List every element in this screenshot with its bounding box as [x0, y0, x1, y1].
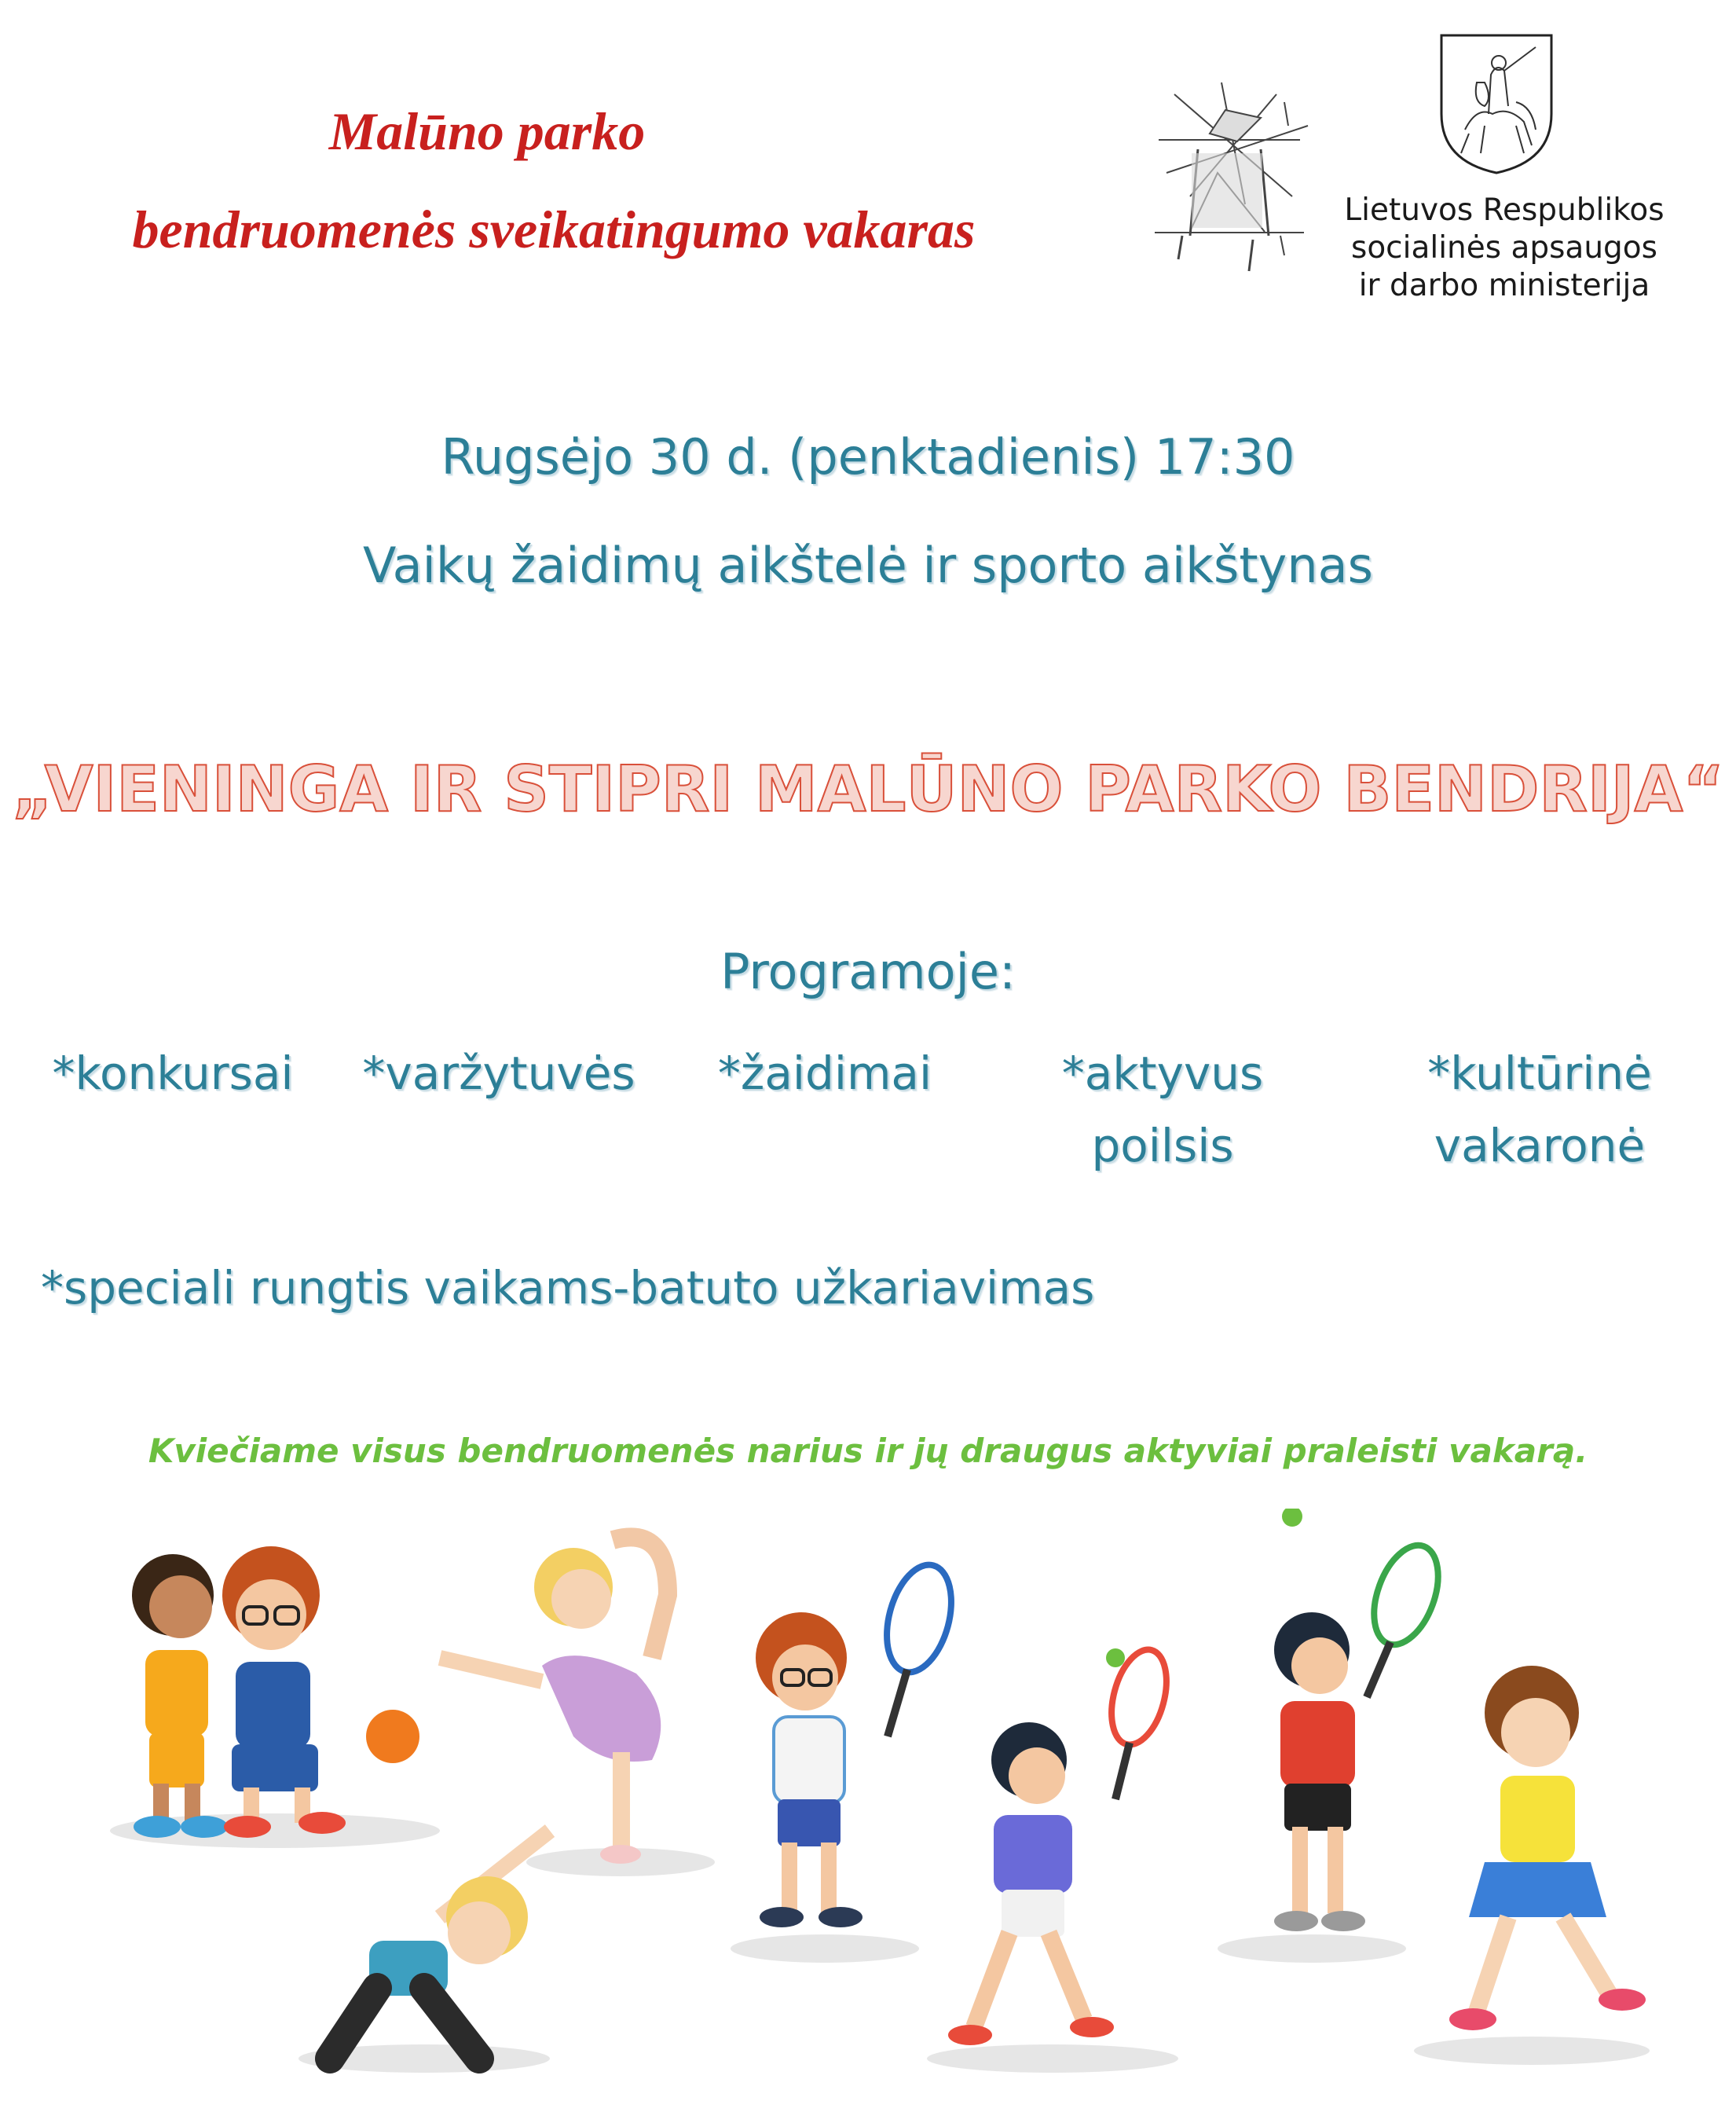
event-date-time: Rugsėjo 30 d. (penktadienis) 17:30: [441, 428, 1295, 486]
windmill-logo-icon: [1143, 79, 1320, 291]
ministry-line-3: ir darbo ministerija: [1358, 268, 1650, 303]
event-slogan: „VIENINGA IR STIPRI MALŪNO PARKO BENDRIJA“: [12, 753, 1724, 826]
title-line-2: bendruomenės sveikatingumo vakaras: [132, 200, 976, 259]
program-heading: Programoje:: [720, 943, 1016, 1000]
title-line-1: Malūno parko: [328, 101, 646, 161]
program-item-line: *konkursai: [52, 1047, 294, 1100]
children-playing-sports-icon: [71, 1509, 1689, 2082]
program-item-competitions: [350, 1037, 648, 1109]
program-item-games: [699, 1037, 950, 1109]
program-item-line: *kultūrinė: [1427, 1047, 1652, 1100]
program-item-contests: [31, 1037, 314, 1109]
program-item-line: *aktyvus: [1061, 1047, 1264, 1100]
coat-of-arms-icon: [1430, 28, 1563, 177]
program-item-line: *varžytuvės: [362, 1047, 635, 1100]
ministry-name: [1300, 192, 1709, 305]
program-item-cultural-evening: [1398, 1037, 1681, 1182]
event-venue: Vaikų žaidimų aikštelė ir sporto aikštynas: [363, 537, 1373, 594]
invitation-text: Kviečiame visus bendruomenės narius ir jų draugus aktyviai praleisti vakarą.: [148, 1432, 1588, 1470]
program-item-line: *žaidimai: [717, 1047, 932, 1100]
program-item-active-rest: [1045, 1037, 1280, 1182]
program-item-line: vakaronė: [1434, 1119, 1646, 1172]
special-event-line: *speciali rungtis vaikams-batuto užkariavimas: [41, 1261, 1095, 1314]
program-item-line: poilsis: [1091, 1119, 1234, 1172]
ministry-line-1: Lietuvos Respublikos: [1344, 192, 1665, 228]
ministry-line-2: socialinės apsaugos: [1351, 230, 1657, 266]
